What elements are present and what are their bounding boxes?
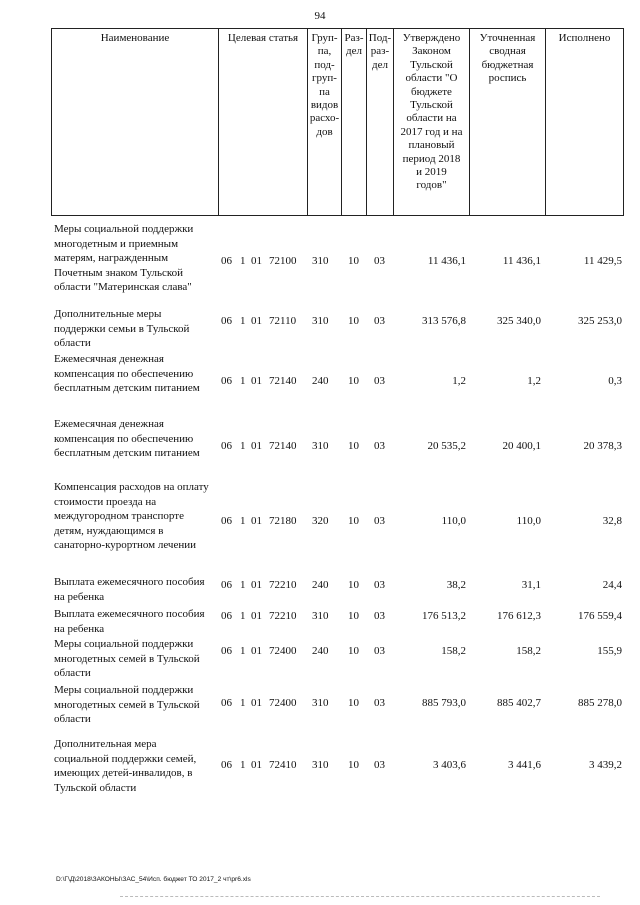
row-t3: 01 <box>251 697 262 709</box>
row-t4: 72400 <box>269 697 297 709</box>
row-refined: 325 340,0 <box>497 315 541 327</box>
row-t3: 01 <box>251 610 262 622</box>
row-t2: 1 <box>240 610 246 622</box>
row-t1: 06 <box>221 375 232 387</box>
file-path: D:\Г\Д\2018\ЗАКОНЫ\ЗАС_54\Исп. бюджет ТО 2017_2 чт\pr6.xls <box>56 876 251 883</box>
row-sub: 03 <box>374 440 385 452</box>
row-t1: 06 <box>221 610 232 622</box>
row-t1: 06 <box>221 515 232 527</box>
row-group: 310 <box>312 759 329 771</box>
table-header <box>51 28 624 216</box>
row-executed: 11 429,5 <box>583 255 622 267</box>
row-approved: 20 535,2 <box>427 440 466 452</box>
row-name: Меры социальной поддержки многодетных семей в Тульской области <box>54 684 200 726</box>
row-t2: 1 <box>240 255 246 267</box>
row-approved: 3 403,6 <box>433 759 466 771</box>
row-name: Компенсация расходов на оплату стоимости проезда на междугородном транспорте детям, нуждающимся в санаторно-курортном лечении <box>54 481 209 552</box>
row-t4: 72410 <box>269 759 297 771</box>
row-refined: 31,1 <box>521 579 541 591</box>
header-name: Наименование <box>51 29 218 215</box>
row-group: 310 <box>312 610 329 622</box>
header-refined: Уточненная сводная бюджетная роспись <box>469 29 545 215</box>
row-t2: 1 <box>240 697 246 709</box>
row-refined: 885 402,7 <box>497 697 541 709</box>
row-approved: 176 513,2 <box>422 610 466 622</box>
row-t1: 06 <box>221 759 232 771</box>
row-approved: 313 576,8 <box>422 315 466 327</box>
row-group: 310 <box>312 440 329 452</box>
row-section: 10 <box>348 697 359 709</box>
header-target: Целевая статья <box>218 29 307 215</box>
row-t4: 72140 <box>269 440 297 452</box>
row-executed: 155,9 <box>597 645 622 657</box>
row-t1: 06 <box>221 315 232 327</box>
row-sub: 03 <box>374 579 385 591</box>
row-section: 10 <box>348 515 359 527</box>
row-section: 10 <box>348 759 359 771</box>
row-group: 240 <box>312 579 329 591</box>
row-t2: 1 <box>240 375 246 387</box>
row-name: Меры социальной поддержки многодетных семей в Тульской области <box>54 638 200 680</box>
row-approved: 885 793,0 <box>422 697 466 709</box>
row-name: Ежемесячная денежная компенсация по обеспечению бесплатным детским питанием <box>54 418 200 460</box>
row-executed: 3 439,2 <box>589 759 622 771</box>
footer-divider <box>120 896 600 897</box>
row-t2: 1 <box>240 759 246 771</box>
row-t2: 1 <box>240 440 246 452</box>
row-refined: 3 441,6 <box>508 759 541 771</box>
row-approved: 1,2 <box>452 375 466 387</box>
row-section: 10 <box>348 255 359 267</box>
row-sub: 03 <box>374 759 385 771</box>
row-name: Меры социальной поддержки многодетным и приемным матерям, награжденным Почетным знаком Тульской области "Материнская слава" <box>54 223 194 294</box>
row-t3: 01 <box>251 579 262 591</box>
row-group: 320 <box>312 515 329 527</box>
row-t4: 72400 <box>269 645 297 657</box>
row-executed: 0,3 <box>608 375 622 387</box>
row-executed: 20 378,3 <box>583 440 622 452</box>
row-t3: 01 <box>251 515 262 527</box>
row-group: 310 <box>312 697 329 709</box>
row-t3: 01 <box>251 315 262 327</box>
page-number: 94 <box>314 10 326 22</box>
row-t4: 72100 <box>269 255 297 267</box>
row-t1: 06 <box>221 697 232 709</box>
row-approved: 38,2 <box>446 579 466 591</box>
row-t4: 72210 <box>269 579 297 591</box>
row-t3: 01 <box>251 645 262 657</box>
row-section: 10 <box>348 579 359 591</box>
row-section: 10 <box>348 645 359 657</box>
row-sub: 03 <box>374 515 385 527</box>
row-t4: 72180 <box>269 515 297 527</box>
row-t2: 1 <box>240 645 246 657</box>
row-executed: 885 278,0 <box>578 697 622 709</box>
row-t3: 01 <box>251 759 262 771</box>
row-group: 240 <box>312 645 329 657</box>
row-approved: 11 436,1 <box>427 255 466 267</box>
row-group: 310 <box>312 255 329 267</box>
row-sub: 03 <box>374 645 385 657</box>
row-executed: 32,8 <box>602 515 622 527</box>
row-refined: 110,0 <box>516 515 541 527</box>
header-section: Раз- дел <box>341 29 366 215</box>
row-t1: 06 <box>221 645 232 657</box>
row-section: 10 <box>348 315 359 327</box>
row-t1: 06 <box>221 579 232 591</box>
row-t3: 01 <box>251 440 262 452</box>
row-t4: 72210 <box>269 610 297 622</box>
row-sub: 03 <box>374 315 385 327</box>
row-t1: 06 <box>221 255 232 267</box>
row-refined: 158,2 <box>516 645 541 657</box>
row-group: 240 <box>312 375 329 387</box>
row-section: 10 <box>348 375 359 387</box>
header-group: Груп- па, под- груп- па видов расхо- дов <box>307 29 341 215</box>
row-t3: 01 <box>251 375 262 387</box>
row-refined: 11 436,1 <box>502 255 541 267</box>
row-t4: 72110 <box>269 315 297 327</box>
row-refined: 20 400,1 <box>502 440 541 452</box>
row-t2: 1 <box>240 579 246 591</box>
header-executed: Исполнено <box>545 29 624 215</box>
row-t3: 01 <box>251 255 262 267</box>
row-name: Выплата ежемесячного пособия на ребенка <box>54 608 205 635</box>
row-t2: 1 <box>240 315 246 327</box>
row-approved: 110,0 <box>441 515 466 527</box>
header-approved: Утверждено Законом Тульской области "О бюджете Тульской области на 2017 год и на плановый период 2018 и 2019 годов" <box>393 29 469 215</box>
row-approved: 158,2 <box>441 645 466 657</box>
row-name: Дополнительные меры поддержки семьи в Тульской области <box>54 308 190 350</box>
row-sub: 03 <box>374 610 385 622</box>
row-section: 10 <box>348 440 359 452</box>
row-refined: 1,2 <box>527 375 541 387</box>
row-executed: 24,4 <box>602 579 622 591</box>
row-name: Ежемесячная денежная компенсация по обеспечению бесплатным детским питанием <box>54 353 200 395</box>
row-t2: 1 <box>240 515 246 527</box>
header-subsection: Под- раз- дел <box>366 29 393 215</box>
row-t4: 72140 <box>269 375 297 387</box>
row-executed: 325 253,0 <box>578 315 622 327</box>
row-t1: 06 <box>221 440 232 452</box>
row-sub: 03 <box>374 697 385 709</box>
row-group: 310 <box>312 315 329 327</box>
row-executed: 176 559,4 <box>578 610 622 622</box>
row-sub: 03 <box>374 375 385 387</box>
row-name: Дополнительная мера социальной поддержки семей, имеющих детей-инвалидов, в Тульской области <box>54 738 197 794</box>
row-section: 10 <box>348 610 359 622</box>
row-sub: 03 <box>374 255 385 267</box>
row-name: Выплата ежемесячного пособия на ребенка <box>54 576 205 603</box>
row-refined: 176 612,3 <box>497 610 541 622</box>
